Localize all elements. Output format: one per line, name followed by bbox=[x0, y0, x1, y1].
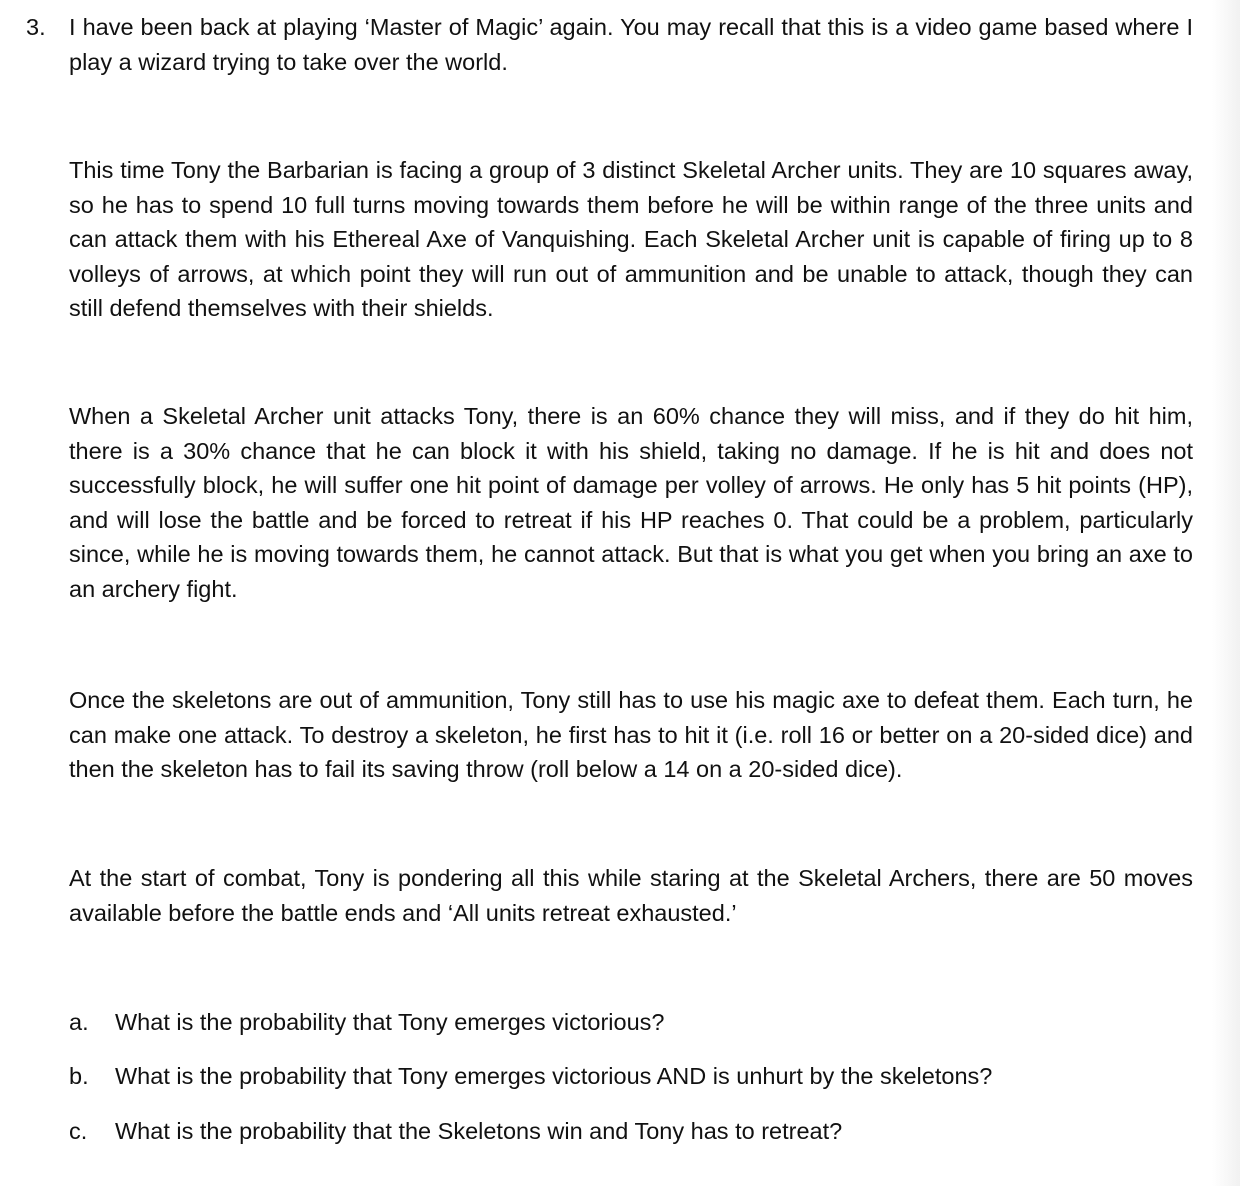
question-number: 3. bbox=[26, 14, 46, 40]
setup-paragraph: This time Tony the Barbarian is facing a group of 3 distinct Skeletal Archer units. They are 10 squares away, so he has to spend 10 full turns moving towards them before he will be within range of the three units and can attack them with his Ethereal Axe of Vanquishing. Each Skeletal Archer unit is capable of firing up to 8 volleys of arrows, at which point they will run out of ammunition and be unable to attack, though they can still defend themselves with their shields. bbox=[69, 157, 1193, 321]
subquestion-text: What is the probability that Tony emerges victorious? bbox=[115, 1009, 665, 1035]
subquestion-letter: c. bbox=[69, 1118, 88, 1144]
subquestion-text: What is the probability that the Skeletons win and Tony has to retreat? bbox=[115, 1118, 843, 1144]
subquestion-letter: b. bbox=[69, 1063, 89, 1089]
subquestion-text: What is the probability that Tony emerges victorious AND is unhurt by the skeletons? bbox=[115, 1063, 993, 1089]
melee-paragraph: Once the skeletons are out of ammunition, Tony still has to use his magic axe to defeat them. Each turn, he can make one attack. To destroy a skeleton, he first has to hit it (i.e. roll 16 or better on a 20-sided dice) and then the skeleton has to fail its saving throw (roll below a 14 on a 20-sided dice). bbox=[69, 687, 1193, 782]
archer-attack-paragraph: When a Skeletal Archer unit attacks Tony, there is an 60% chance they will miss, and if they do hit him, there is a 30% chance that he can block it with his shield, taking no damage. If he is hit and does not successfully block, he will suffer one hit point of damage per volley of arrows. He only has 5 hit points (HP), and will lose the battle and be forced to retreat if his HP reaches 0. That could be a problem, particularly since, while he is moving towards them, he cannot attack. But that is what you get when you bring an axe to an archery fight. bbox=[69, 403, 1193, 602]
subquestion-letter: a. bbox=[69, 1009, 89, 1035]
page-edge-shadow bbox=[1212, 0, 1240, 1186]
subquestion-c bbox=[69, 1114, 842, 1149]
intro-paragraph: I have been back at playing ‘Master of Magic’ again. You may recall that this is a video game based where I play a wizard trying to take over the world. bbox=[69, 14, 1193, 75]
subquestion-a bbox=[69, 1005, 664, 1040]
subquestion-b bbox=[69, 1059, 992, 1094]
combat-start-paragraph: At the start of combat, Tony is pondering all this while staring at the Skeletal Archers, there are 50 moves available before the battle ends and ‘All units retreat exhausted.’ bbox=[69, 865, 1193, 926]
